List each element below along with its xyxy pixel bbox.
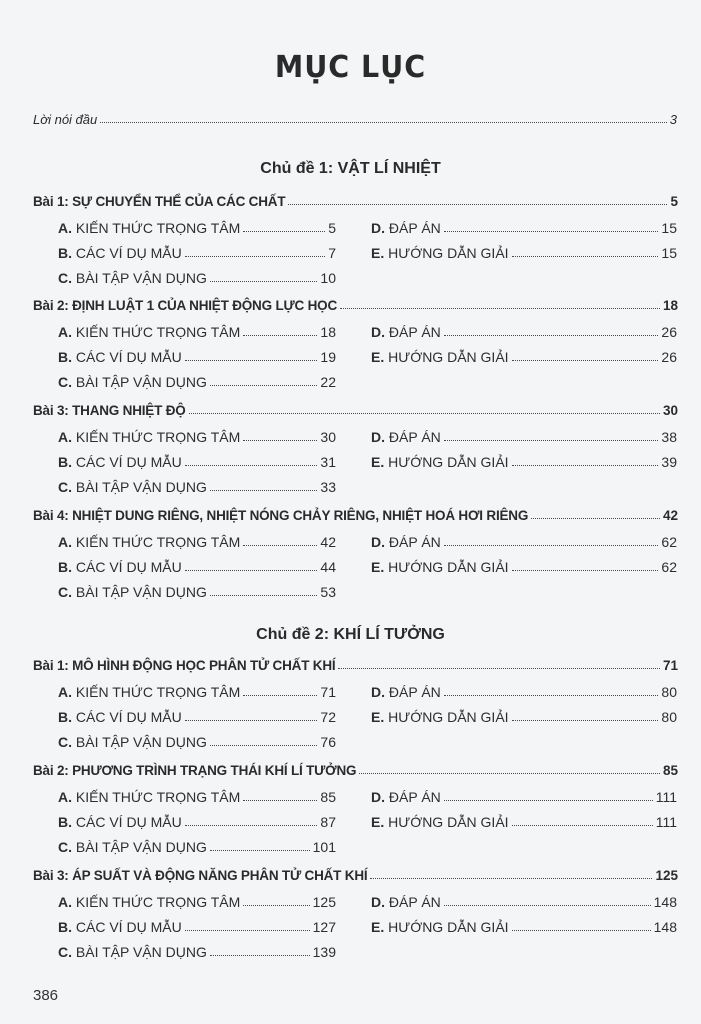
toc-lesson-entry [33,763,678,778]
dot-leader [512,930,651,931]
section-label [58,270,207,286]
section-title: ĐÁP ÁN [388,894,441,910]
section-label [371,349,509,365]
section-title: KIẾN THỨC TRỌNG TÂM [75,894,241,910]
dot-leader [243,335,317,336]
section-title: HƯỚNG DẪN GIẢI [388,709,509,725]
toc-lesson-entry [33,508,678,523]
page-ref: 87 [320,814,336,830]
section-label [58,894,240,910]
page-ref: 127 [312,919,336,935]
dot-leader [243,800,317,801]
toc-lesson-entry [33,868,678,883]
lesson-title: Bài 3: ÁP SUẤT VÀ ĐỘNG NĂNG PHÂN TỬ CHẤT KHÍ [33,868,368,883]
section-letter: E. [371,245,385,261]
dot-leader [210,850,310,851]
section-title: KIẾN THỨC TRỌNG TÂM [75,220,241,236]
toc-section-entry [58,584,336,600]
dot-leader [340,308,660,309]
section-letter: E. [371,349,385,365]
section-label [58,429,240,445]
section-title: ĐÁP ÁN [388,220,441,236]
section-letter: C. [58,584,72,600]
dot-leader [210,281,318,282]
section-title: BÀI TẬP VẬN DỤNG [75,944,207,960]
section-label [371,559,509,575]
section-letter: B. [58,454,72,470]
toc-section-entry [58,919,336,935]
toc-section-entry [371,454,677,470]
section-label [371,789,441,805]
dot-leader [338,668,660,669]
section-label [58,839,207,855]
section-label [58,684,240,700]
toc-section-entry [58,454,336,470]
section-letter: B. [58,709,72,725]
toc-section-entry [58,324,336,340]
section-title: CÁC VÍ DỤ MẪU [75,245,182,261]
toc-section-entry [58,894,336,910]
toc-section-entry [371,534,677,550]
section-letter: D. [371,220,385,236]
toc-entry-page: 3 [669,112,677,127]
page-ref: 71 [320,684,336,700]
toc-section-entry [371,894,677,910]
section-title: BÀI TẬP VẬN DỤNG [75,839,207,855]
toc-section-entry [371,324,677,340]
section-title: HƯỚNG DẪN GIẢI [388,919,509,935]
section-letter: E. [371,709,385,725]
dot-leader [210,385,318,386]
toc-section-entry [58,479,336,495]
section-title: CÁC VÍ DỤ MẪU [75,814,182,830]
section-letter: E. [371,559,385,575]
section-title: KIẾN THỨC TRỌNG TÂM [75,789,241,805]
section-label [58,349,182,365]
dot-leader [189,413,660,414]
page-ref: 10 [320,270,336,286]
page-ref: 38 [661,429,677,445]
dot-leader [370,878,652,879]
section-letter: D. [371,324,385,340]
toc-section-entry [371,789,677,805]
section-title: HƯỚNG DẪN GIẢI [388,454,509,470]
dot-leader [243,231,325,232]
page-ref: 19 [320,349,336,365]
section-title: KIẾN THỨC TRỌNG TÂM [75,324,241,340]
section-letter: A. [58,220,72,236]
page-ref: 15 [661,245,677,261]
page-ref: 148 [653,894,677,910]
section-title: CÁC VÍ DỤ MẪU [75,349,182,365]
dot-leader [444,231,659,232]
page-ref: 5 [670,194,678,209]
page-ref: 111 [655,814,677,830]
page-ref: 125 [655,868,678,883]
section-label [58,374,207,390]
dot-leader [243,695,317,696]
page-ref: 80 [661,684,677,700]
dot-leader [444,440,659,441]
toc-lesson-entry [33,194,678,209]
section-title: ĐÁP ÁN [388,789,441,805]
section-label [58,789,240,805]
chapter-heading: Chủ đề 1: VẬT LÍ NHIỆT [260,160,441,177]
section-title: CÁC VÍ DỤ MẪU [75,454,182,470]
section-letter: B. [58,349,72,365]
section-label [371,684,441,700]
dot-leader [444,905,651,906]
toc-section-entry [58,559,336,575]
section-label [58,324,240,340]
dot-leader [512,570,659,571]
dot-leader [100,122,667,123]
toc-section-entry [371,814,677,830]
page-ref: 139 [312,944,336,960]
page-ref: 85 [320,789,336,805]
toc-section-entry [371,245,677,261]
section-letter: A. [58,789,72,805]
page-ref: 125 [312,894,336,910]
page-ref: 72 [320,709,336,725]
page-ref: 62 [661,559,677,575]
page-ref: 5 [328,220,336,236]
toc-section-entry [371,709,677,725]
section-letter: A. [58,534,72,550]
page-ref: 7 [328,245,336,261]
dot-leader [210,595,318,596]
toc-section-entry [58,270,336,286]
toc-section-entry [58,814,336,830]
section-title: KIẾN THỨC TRỌNG TÂM [75,684,241,700]
section-label [58,734,207,750]
dot-leader [210,745,318,746]
dot-leader [444,335,659,336]
section-title: BÀI TẬP VẬN DỤNG [75,374,207,390]
page-ref: 30 [320,429,336,445]
dot-leader [243,905,309,906]
dot-leader [444,800,653,801]
dot-leader [185,930,310,931]
section-letter: D. [371,789,385,805]
toc-lesson-entry [33,403,678,418]
toc-section-entry [58,839,336,855]
section-title: HƯỚNG DẪN GIẢI [388,814,509,830]
section-title: KIẾN THỨC TRỌNG TÂM [75,534,241,550]
toc-section-entry [58,789,336,805]
section-letter: A. [58,894,72,910]
page-ref: 42 [662,508,678,523]
toc-section-entry [371,429,677,445]
toc-section-entry [58,220,336,236]
dot-leader [531,518,660,519]
section-title: HƯỚNG DẪN GIẢI [388,349,509,365]
page-ref: 111 [655,789,677,805]
dot-leader [185,256,326,257]
page-ref: 85 [662,763,678,778]
page-ref: 101 [312,839,336,855]
toc-section-entry [371,684,677,700]
section-label [371,919,509,935]
section-label [58,709,182,725]
page-ref: 76 [320,734,336,750]
section-label [58,534,240,550]
dot-leader [512,825,653,826]
section-letter: D. [371,534,385,550]
toc-lesson-entry [33,298,678,313]
toc-section-entry [58,429,336,445]
lesson-title: Bài 2: ĐỊNH LUẬT 1 CỦA NHIỆT ĐỘNG LỰC HỌC [33,298,338,313]
section-label [58,559,182,575]
section-letter: A. [58,429,72,445]
page-ref: 148 [653,919,677,935]
section-letter: A. [58,684,72,700]
page-ref: 15 [661,220,677,236]
toc-entry-label: Lời nói đầu [33,112,98,127]
section-label [58,944,207,960]
section-label [371,454,509,470]
page-ref: 39 [661,454,677,470]
section-label [371,220,441,236]
section-letter: E. [371,814,385,830]
dot-leader [185,570,318,571]
lesson-title: Bài 2: PHƯƠNG TRÌNH TRẠNG THÁI KHÍ LÍ TƯỞNG [33,763,357,778]
toc-section-entry [58,349,336,365]
section-label [371,534,441,550]
dot-leader [185,720,318,721]
section-label [371,324,441,340]
page-ref: 33 [320,479,336,495]
toc-section-entry [371,559,677,575]
section-title: CÁC VÍ DỤ MẪU [75,559,182,575]
page-ref: 30 [662,403,678,418]
section-label [371,814,509,830]
section-title: CÁC VÍ DỤ MẪU [75,709,182,725]
toc-section-entry [58,374,336,390]
toc-entry-intro [33,112,677,127]
dot-leader [512,465,659,466]
page-ref: 26 [661,349,677,365]
dot-leader [243,440,317,441]
dot-leader [185,825,318,826]
section-label [58,479,207,495]
section-label [371,894,441,910]
page-ref: 18 [320,324,336,340]
page-ref: 71 [662,658,678,673]
page-ref: 18 [662,298,678,313]
page-ref: 62 [661,534,677,550]
toc-section-entry [371,220,677,236]
dot-leader [359,773,660,774]
section-label [371,245,509,261]
toc-section-entry [371,919,677,935]
toc-section-entry [58,709,336,725]
dot-leader [512,720,659,721]
section-title: ĐÁP ÁN [388,684,441,700]
section-letter: B. [58,814,72,830]
page-ref: 22 [320,374,336,390]
dot-leader [210,490,318,491]
section-label [58,814,182,830]
lesson-title: Bài 1: MÔ HÌNH ĐỘNG HỌC PHÂN TỬ CHẤT KHÍ [33,658,336,673]
page-ref: 53 [320,584,336,600]
page-ref: 26 [661,324,677,340]
toc-section-entry [58,534,336,550]
section-letter: C. [58,944,72,960]
section-letter: B. [58,919,72,935]
section-title: BÀI TẬP VẬN DỤNG [75,479,207,495]
page-ref: 31 [320,454,336,470]
lesson-title: Bài 1: SỰ CHUYỂN THỂ CỦA CÁC CHẤT [33,194,286,209]
section-title: BÀI TẬP VẬN DỤNG [75,734,207,750]
section-letter: A. [58,324,72,340]
section-title: ĐÁP ÁN [388,324,441,340]
section-letter: C. [58,734,72,750]
section-label [371,429,441,445]
section-letter: E. [371,454,385,470]
toc-lesson-entry [33,658,678,673]
page-title: MỤC LỤC [274,50,427,85]
toc-section-entry [371,349,677,365]
dot-leader [185,360,318,361]
lesson-title: Bài 4: NHIỆT DUNG RIÊNG, NHIỆT NÓNG CHẢY RIÊNG, NHIỆT HOÁ HƠI RIÊNG [33,508,529,523]
dot-leader [210,955,310,956]
section-letter: C. [58,479,72,495]
section-title: HƯỚNG DẪN GIẢI [388,245,509,261]
section-letter: D. [371,429,385,445]
section-label [371,709,509,725]
section-letter: E. [371,919,385,935]
toc-section-entry [58,734,336,750]
section-letter: D. [371,684,385,700]
section-letter: C. [58,839,72,855]
section-title: HƯỚNG DẪN GIẢI [388,559,509,575]
section-letter: D. [371,894,385,910]
dot-leader [444,695,659,696]
toc-section-entry [58,944,336,960]
page-ref: 80 [661,709,677,725]
section-title: BÀI TẬP VẬN DỤNG [75,584,207,600]
section-label [58,245,182,261]
section-title: KIẾN THỨC TRỌNG TÂM [75,429,241,445]
page-ref: 44 [320,559,336,575]
dot-leader [512,360,659,361]
section-letter: B. [58,559,72,575]
page-number: 386 [33,987,59,1004]
section-letter: C. [58,270,72,286]
section-label [58,220,240,236]
dot-leader [512,256,659,257]
dot-leader [243,545,317,546]
lesson-title: Bài 3: THANG NHIỆT ĐỘ [33,403,186,418]
section-label [58,454,182,470]
toc-section-entry [58,245,336,261]
dot-leader [185,465,318,466]
dot-leader [288,204,667,205]
section-title: BÀI TẬP VẬN DỤNG [75,270,207,286]
section-title: ĐÁP ÁN [388,534,441,550]
section-label [58,919,182,935]
section-letter: C. [58,374,72,390]
dot-leader [444,545,659,546]
section-title: CÁC VÍ DỤ MẪU [75,919,182,935]
section-label [58,584,207,600]
section-title: ĐÁP ÁN [388,429,441,445]
chapter-heading: Chủ đề 2: KHÍ LÍ TƯỞNG [256,626,445,643]
toc-section-entry [58,684,336,700]
page-ref: 42 [320,534,336,550]
section-letter: B. [58,245,72,261]
